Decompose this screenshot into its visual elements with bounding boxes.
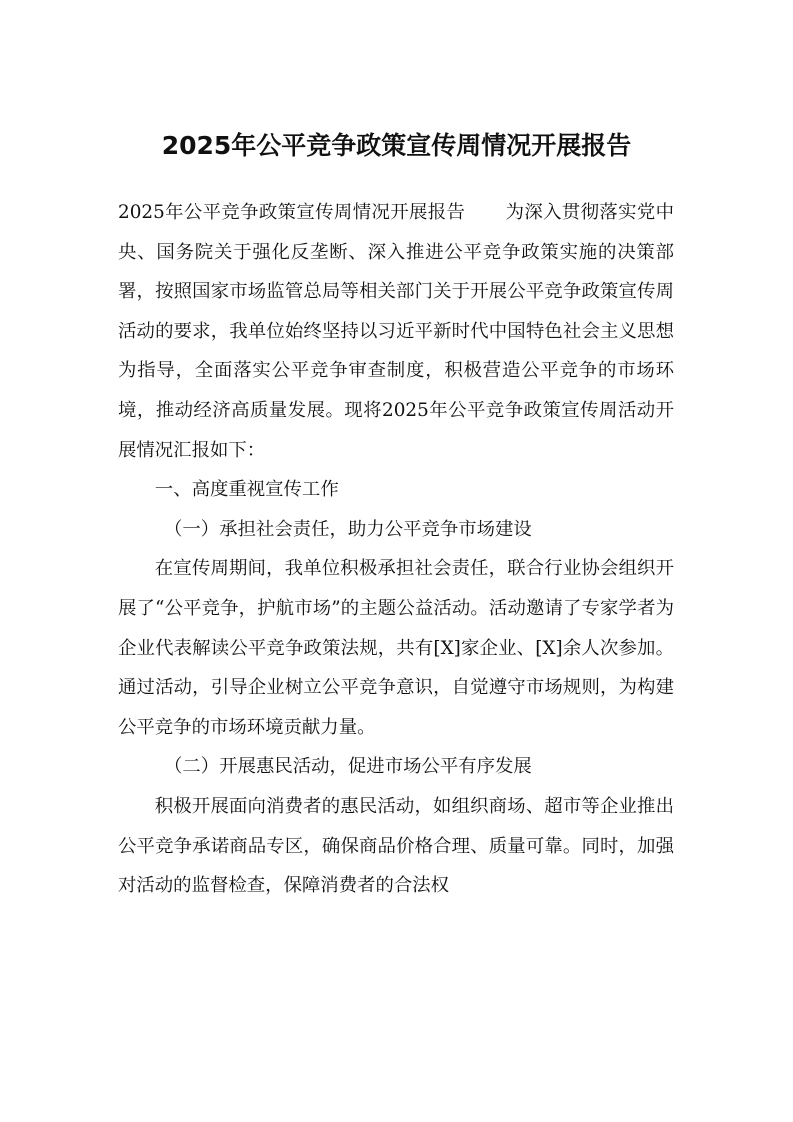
intro-text: 为深入贯彻落实党中央、国务院关于强化反垄断、深入推进公平竞争政策实施的决策部署，按照国家市场监管总局等相关部门关于开展公平竞争政策宣传周活动的要求，我单位始终坚持以习近平新时代中国特色社会主义思想为指导，全面落实公平竞争审查制度，积极营造公平竞争的市场环境，推动经济高质量发展。现将2025年公平竞争政策宣传周活动开展情况汇报如下： [118,202,674,461]
body-paragraph: 在宣传周期间，我单位积极承担社会责任，联合行业协会组织开展了“公平竞争，护航市场”的主题公益活动。活动邀请了专家学者为企业代表解读公平竞争政策法规，共有[X]家企业、[X]余人次参加。通过活动，引导企业树立公平竞争意识，自觉遵守市场规则，为构建公平竞争的市场环境贡献力量。 [118,558,674,738]
subsection-heading: （二）开展惠民活动，促进市场公平有序发展 [164,756,532,778]
document-body [118,193,674,906]
intro-paragraph [118,193,674,470]
subsection-heading: （一）承担社会责任，助力公平竞争市场建设 [164,518,532,540]
intro-lead: 2025年公平竞争政策宣传周情况开展报告 [118,202,466,223]
document-title: 2025年公平竞争政策宣传周情况开展报告 [161,131,632,160]
section-heading: 一、高度重视宣传工作 [154,479,339,501]
body-paragraph: 积极开展面向消费者的惠民活动，如组织商场、超市等企业推出公平竞争承诺商品专区，确保商品价格合理、质量可靠。同时，加强对活动的监督检查，保障消费者的合法权 [118,795,674,897]
